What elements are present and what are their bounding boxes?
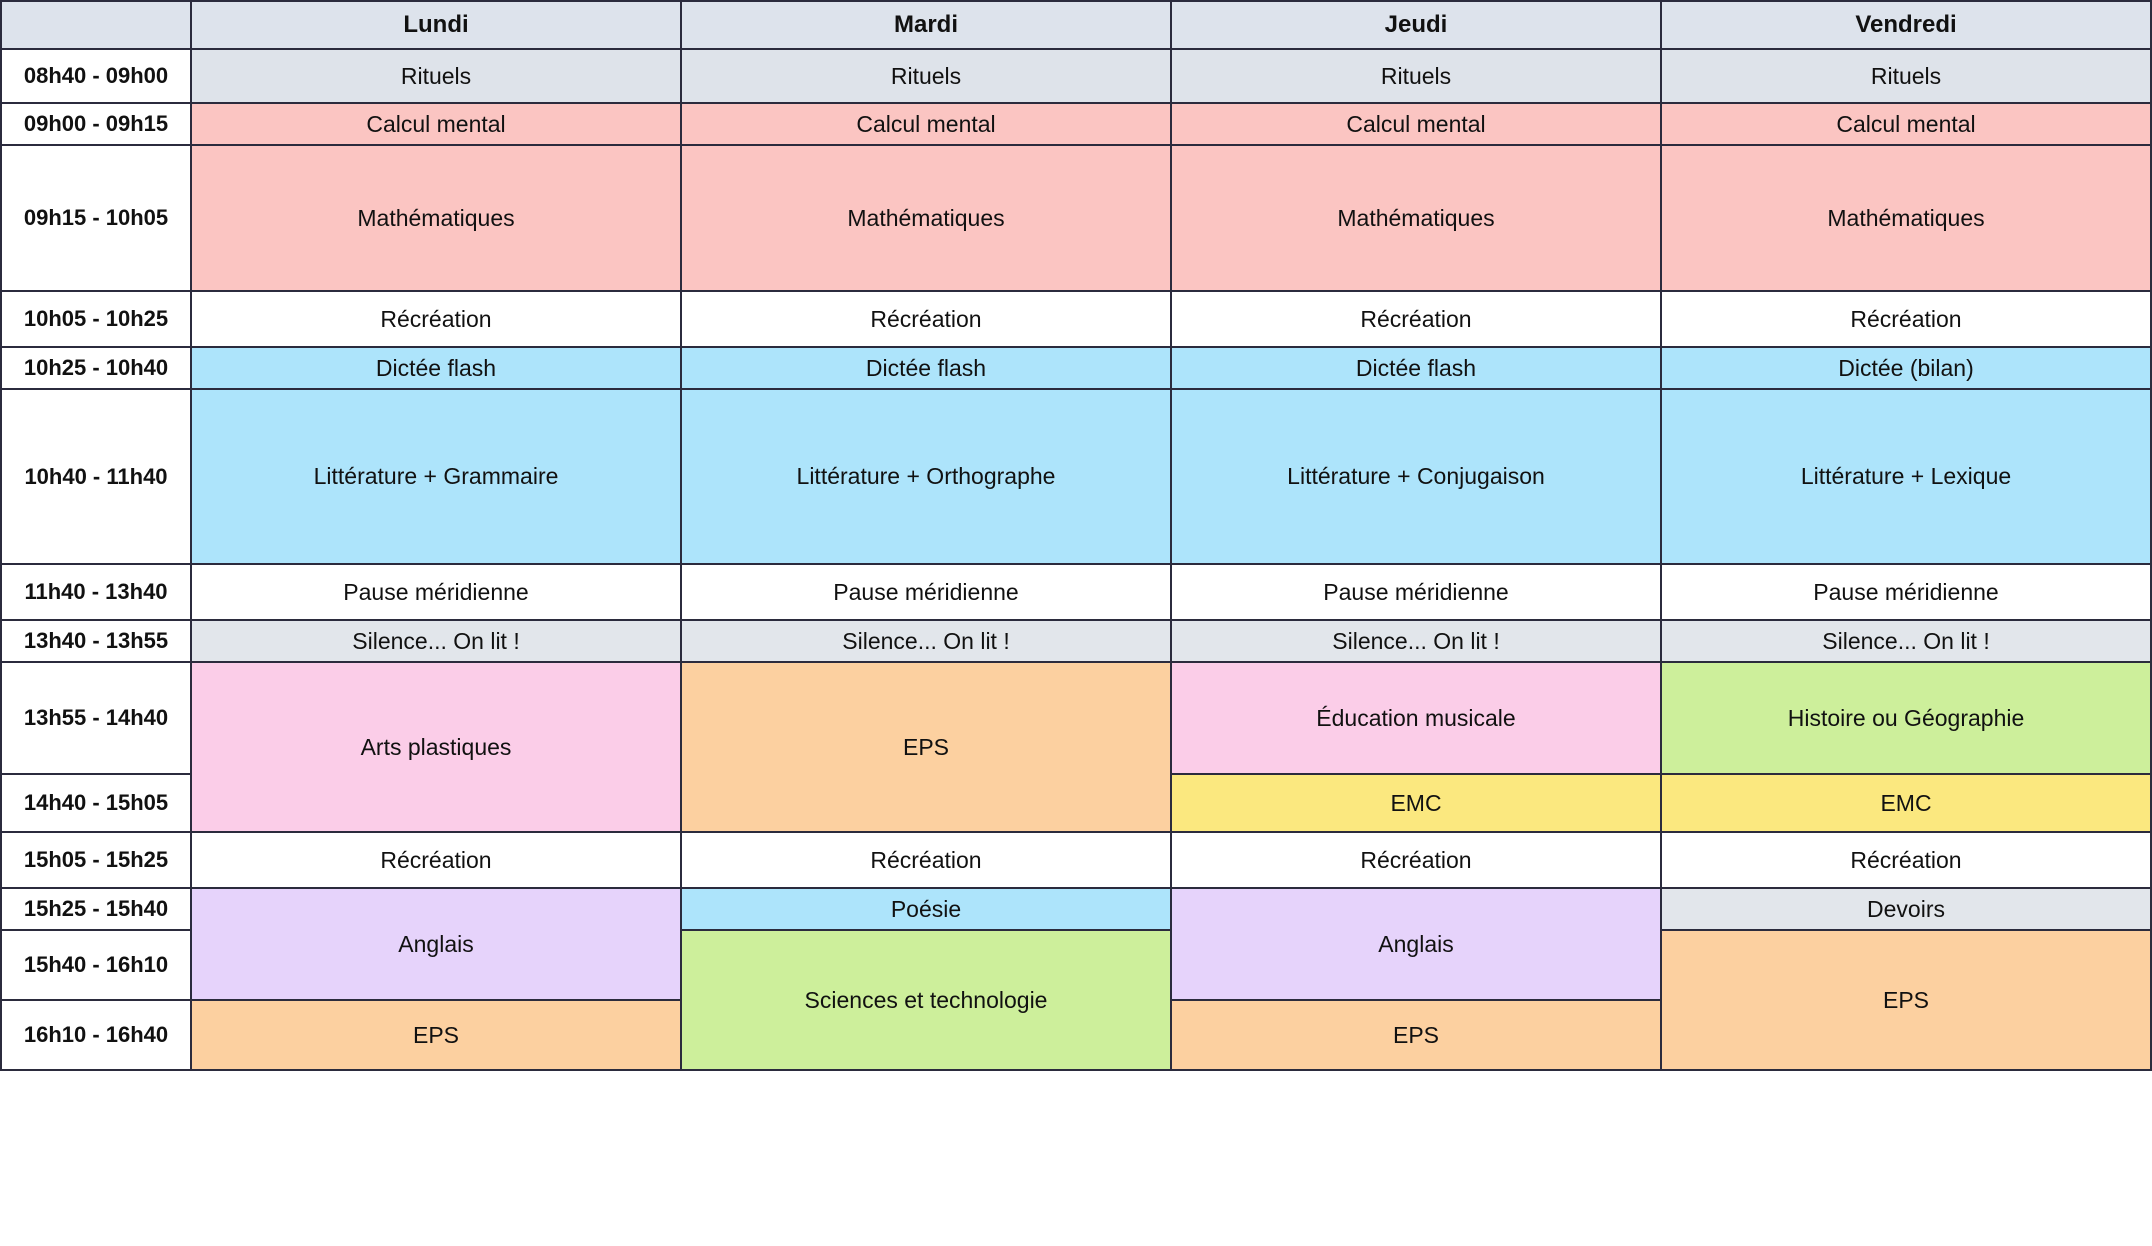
subject-cell: Littérature + Lexique [1661,389,2151,564]
timetable-body [1,49,2151,1070]
subject-cell: Mathématiques [681,145,1171,291]
subject-cell: Dictée flash [1171,347,1661,389]
timetable-row [1,832,2151,888]
subject-cell: Récréation [681,832,1171,888]
subject-cell: Éducation musicale [1171,662,1661,774]
corner-cell [1,1,191,49]
subject-cell: Mathématiques [1171,145,1661,291]
timetable-row [1,49,2151,103]
subject-cell: Calcul mental [1661,103,2151,145]
subject-cell: Arts plastiques [191,662,681,832]
timetable-row [1,347,2151,389]
time-slot-label: 15h05 - 15h25 [1,832,191,888]
subject-cell: Pause méridienne [681,564,1171,620]
day-header-lundi: Lundi [191,1,681,49]
subject-cell: Pause méridienne [191,564,681,620]
time-slot-label: 09h00 - 09h15 [1,103,191,145]
timetable-row [1,620,2151,662]
subject-cell: Silence... On lit ! [191,620,681,662]
subject-cell: Littérature + Grammaire [191,389,681,564]
subject-cell: Rituels [191,49,681,103]
subject-cell: Littérature + Conjugaison [1171,389,1661,564]
subject-cell: Récréation [1171,291,1661,347]
subject-cell: EPS [681,662,1171,832]
time-slot-label: 08h40 - 09h00 [1,49,191,103]
time-slot-label: 10h25 - 10h40 [1,347,191,389]
time-slot-label: 14h40 - 15h05 [1,774,191,832]
subject-cell: Pause méridienne [1171,564,1661,620]
header-row [1,1,2151,49]
subject-cell: EPS [1661,930,2151,1070]
subject-cell: Dictée flash [191,347,681,389]
subject-cell: Rituels [681,49,1171,103]
subject-cell: Récréation [681,291,1171,347]
subject-cell: Récréation [1661,832,2151,888]
subject-cell: Littérature + Orthographe [681,389,1171,564]
time-slot-label: 10h05 - 10h25 [1,291,191,347]
subject-cell: Mathématiques [1661,145,2151,291]
subject-cell: Dictée (bilan) [1661,347,2151,389]
time-slot-label: 09h15 - 10h05 [1,145,191,291]
subject-cell: Anglais [1171,888,1661,1000]
day-header-mardi: Mardi [681,1,1171,49]
subject-cell: Calcul mental [681,103,1171,145]
subject-cell: Silence... On lit ! [1171,620,1661,662]
timetable-row [1,389,2151,564]
time-slot-label: 13h55 - 14h40 [1,662,191,774]
subject-cell: Silence... On lit ! [1661,620,2151,662]
subject-cell: Dictée flash [681,347,1171,389]
subject-cell: Mathématiques [191,145,681,291]
subject-cell: Anglais [191,888,681,1000]
timetable-header [1,1,2151,49]
subject-cell: Récréation [1171,832,1661,888]
time-slot-label: 13h40 - 13h55 [1,620,191,662]
subject-cell: EMC [1661,774,2151,832]
subject-cell: Pause méridienne [1661,564,2151,620]
timetable-row [1,564,2151,620]
timetable-row [1,291,2151,347]
subject-cell: Calcul mental [1171,103,1661,145]
day-header-jeudi: Jeudi [1171,1,1661,49]
subject-cell: Rituels [1171,49,1661,103]
time-slot-label: 15h40 - 16h10 [1,930,191,1000]
subject-cell: Récréation [191,832,681,888]
subject-cell: Devoirs [1661,888,2151,930]
time-slot-label: 15h25 - 15h40 [1,888,191,930]
subject-cell: EPS [1171,1000,1661,1070]
subject-cell: Calcul mental [191,103,681,145]
subject-cell: Poésie [681,888,1171,930]
subject-cell: EPS [191,1000,681,1070]
timetable-row [1,103,2151,145]
subject-cell: Silence... On lit ! [681,620,1171,662]
subject-cell: Sciences et technologie [681,930,1171,1070]
subject-cell: Récréation [1661,291,2151,347]
timetable-row [1,145,2151,291]
time-slot-label: 11h40 - 13h40 [1,564,191,620]
subject-cell: EMC [1171,774,1661,832]
timetable-row [1,662,2151,774]
day-header-vendredi: Vendredi [1661,1,2151,49]
timetable-row [1,888,2151,930]
subject-cell: Récréation [191,291,681,347]
time-slot-label: 16h10 - 16h40 [1,1000,191,1070]
subject-cell: Histoire ou Géographie [1661,662,2151,774]
subject-cell: Rituels [1661,49,2151,103]
time-slot-label: 10h40 - 11h40 [1,389,191,564]
